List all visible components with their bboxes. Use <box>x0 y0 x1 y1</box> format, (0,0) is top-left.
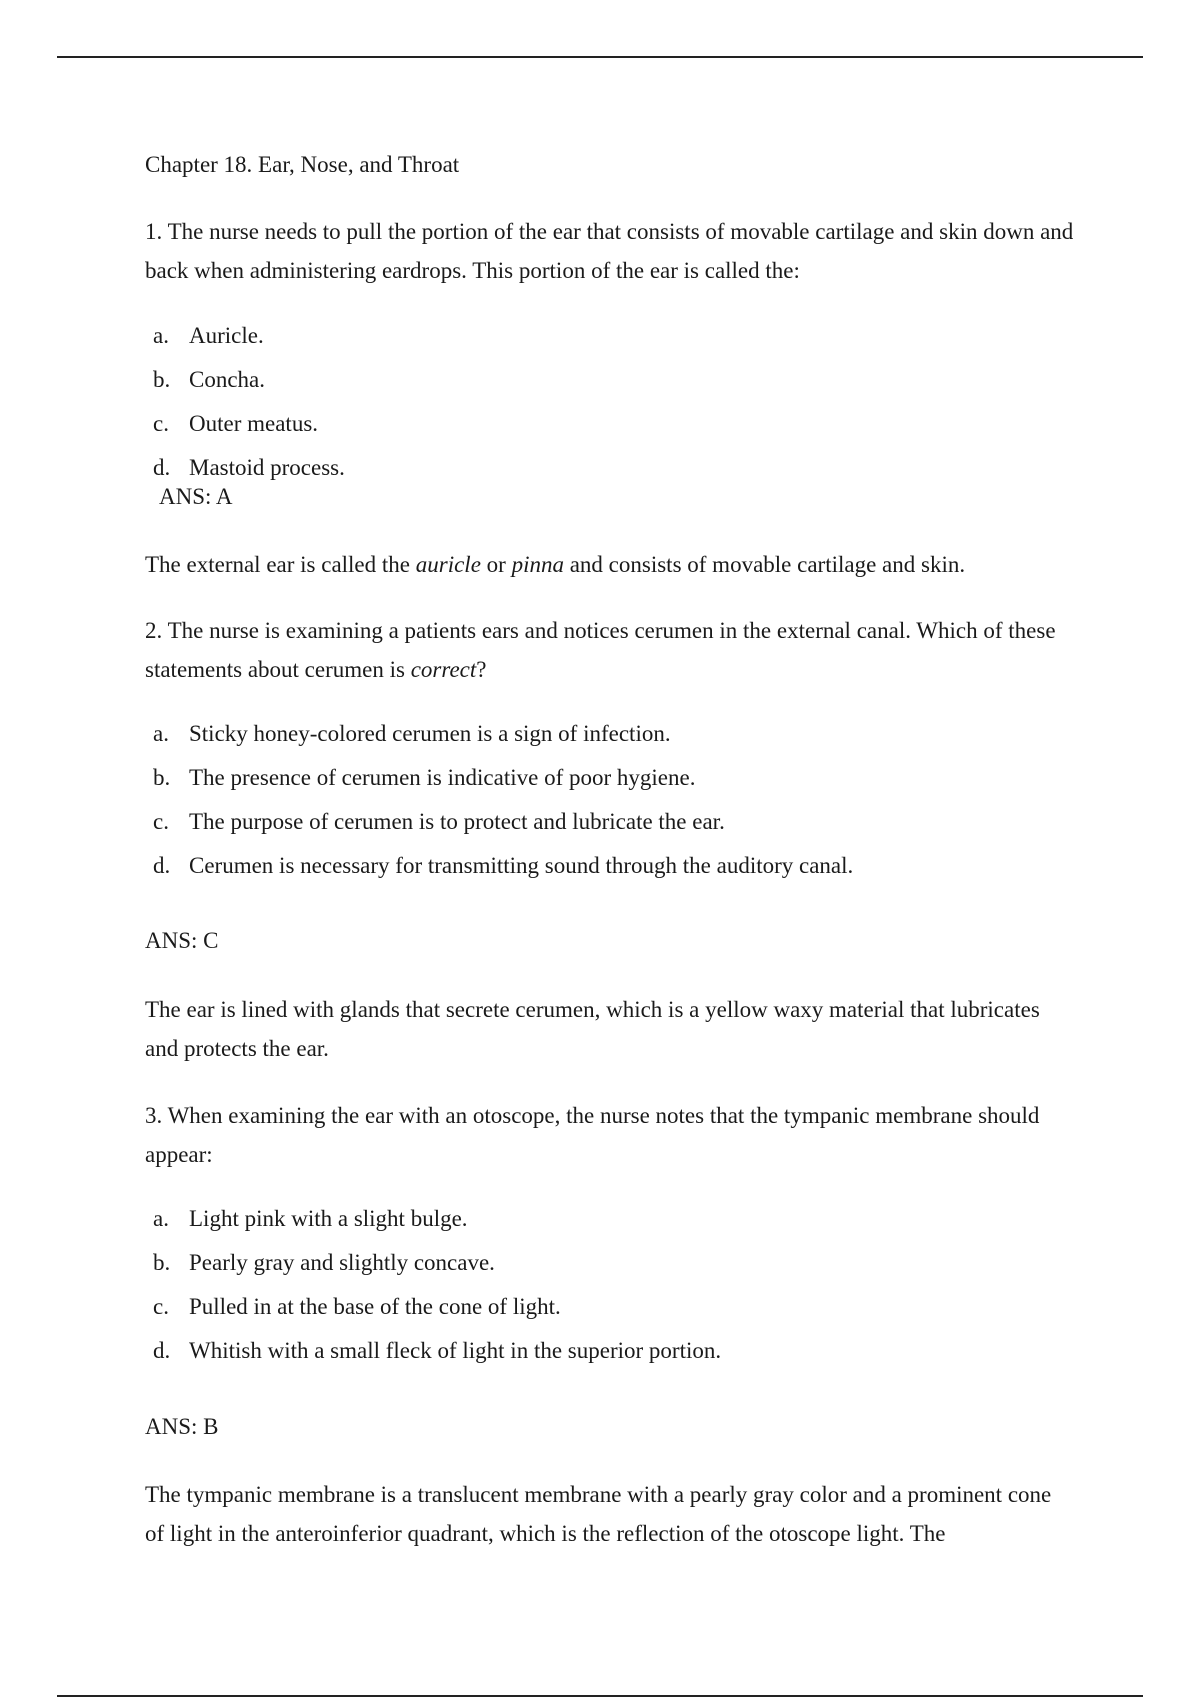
option-text: Concha. <box>189 367 266 392</box>
option-text: The purpose of cerumen is to protect and lubricate the ear. <box>189 809 725 834</box>
option-text: Pearly gray and slightly concave. <box>189 1250 495 1275</box>
question-1-answer: ANS: A <box>159 484 233 509</box>
option-text: Outer meatus. <box>189 411 319 436</box>
option-letter: a. <box>153 721 169 746</box>
option-letter: c. <box>153 411 169 436</box>
option-letter: b. <box>153 1250 171 1275</box>
option-text: Sticky honey-colored cerumen is a sign of infection. <box>189 721 671 746</box>
option-letter: d. <box>153 853 171 878</box>
question-3-option-c <box>153 1292 561 1322</box>
option-letter: b. <box>153 765 171 790</box>
option-text: Whitish with a small fleck of light in the superior portion. <box>189 1338 722 1363</box>
question-1-option-c <box>153 409 318 439</box>
question-3-stem: 3. When examining the ear with an otoscope, the nurse notes that the tympanic membrane should appear: <box>145 1103 1040 1167</box>
question-1-option-a <box>153 321 264 351</box>
option-letter: c. <box>153 1294 169 1319</box>
option-letter: b. <box>153 367 171 392</box>
option-text: Mastoid process. <box>189 455 345 480</box>
option-text: Light pink with a slight bulge. <box>189 1206 468 1231</box>
question-3-answer: ANS: B <box>145 1414 219 1439</box>
question-2-option-d <box>153 851 853 881</box>
question-2-rationale: The ear is lined with glands that secrete cerumen, which is a yellow waxy material that lubricates and protects the ear. <box>145 997 1040 1061</box>
option-text: Auricle. <box>189 323 264 348</box>
chapter-title: Chapter 18. Ear, Nose, and Throat <box>145 152 460 177</box>
option-letter: d. <box>153 455 171 480</box>
question-1-option-d <box>153 453 345 483</box>
question-3-option-d <box>153 1336 721 1366</box>
question-3-option-a <box>153 1204 468 1234</box>
option-text: Pulled in at the base of the cone of light. <box>189 1294 561 1319</box>
question-2-answer: ANS: C <box>145 928 219 953</box>
question-2-option-b <box>153 763 695 793</box>
question-1-stem: 1. The nurse needs to pull the portion of the ear that consists of movable cartilage and skin down and back when administering eardrops. This portion of the ear is called the: <box>145 219 1074 283</box>
question-2-option-c <box>153 807 725 837</box>
option-text: The presence of cerumen is indicative of poor hygiene. <box>189 765 696 790</box>
question-3-option-b <box>153 1248 495 1278</box>
option-letter: d. <box>153 1338 171 1363</box>
option-letter: a. <box>153 323 169 348</box>
option-text: Cerumen is necessary for transmitting sound through the auditory canal. <box>189 853 854 878</box>
footer-rule <box>57 1695 1143 1697</box>
question-2-option-a <box>153 719 671 749</box>
header-rule <box>57 56 1143 58</box>
question-2-stem: 2. The nurse is examining a patients ears and notices cerumen in the external canal. Which of these statements about cerumen is correct? <box>145 618 1056 682</box>
option-letter: c. <box>153 809 169 834</box>
question-1-rationale: The external ear is called the auricle or pinna and consists of movable cartilage and skin. <box>145 552 966 577</box>
question-3-rationale: The tympanic membrane is a translucent membrane with a pearly gray color and a prominent cone of light in the anteroinferior quadrant, which is the reflection of the otoscope light. The <box>145 1482 1052 1546</box>
option-letter: a. <box>153 1206 169 1231</box>
question-1-option-b <box>153 365 265 395</box>
